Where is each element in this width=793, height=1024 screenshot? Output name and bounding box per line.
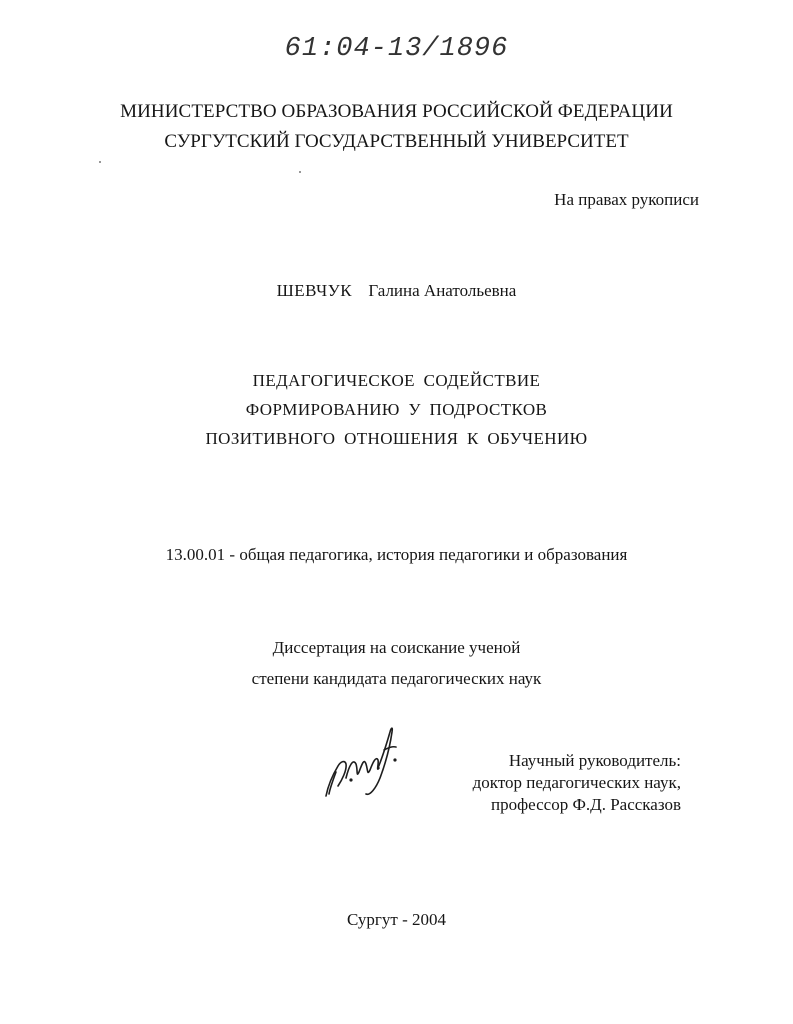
scan-speck xyxy=(99,161,101,163)
degree-line: степени кандидата педагогических наук xyxy=(251,669,542,688)
title-line: ФОРМИРОВАНИЮ У ПОДРОСТКОВ xyxy=(245,400,548,419)
ministry-heading: МИНИСТЕРСТВО ОБРАЗОВАНИЯ РОССИЙСКОЙ ФЕДЕРАЦИИ xyxy=(120,101,673,122)
supervisor-line: доктор педагогических наук, xyxy=(472,773,681,792)
title-line: ПОЗИТИВНОГО ОТНОШЕНИЯ К ОБУЧЕНИЮ xyxy=(205,429,588,448)
dissertation-title xyxy=(0,366,793,453)
scientific-supervisor xyxy=(473,750,681,816)
degree-line: Диссертация на соискание ученой xyxy=(272,638,521,657)
rights-note: На правах рукописи xyxy=(554,190,699,209)
title-line: ПЕДАГОГИЧЕСКОЕ СОДЕЙСТВИЕ xyxy=(252,371,541,390)
author-given-names: Галина Анатольевна xyxy=(368,281,517,300)
university-heading: СУРГУТСКИЙ ГОСУДАРСТВЕННЫЙ УНИВЕРСИТЕТ xyxy=(164,131,629,152)
specialty-code: 13.00.01 - общая педагогика, история педагогики и образования xyxy=(165,545,628,564)
supervisor-line: Научный руководитель: xyxy=(508,751,681,770)
catalog-number: 61:04-13/1896 xyxy=(284,34,509,64)
author-surname: ШЕВЧУК xyxy=(276,281,353,300)
city-year: Сургут - 2004 xyxy=(347,910,446,929)
scan-speck xyxy=(299,171,301,173)
supervisor-line: профессор Ф.Д. Рассказов xyxy=(491,795,681,814)
handwritten-signature xyxy=(318,720,402,804)
author-name xyxy=(0,281,793,301)
degree-statement xyxy=(0,632,793,694)
